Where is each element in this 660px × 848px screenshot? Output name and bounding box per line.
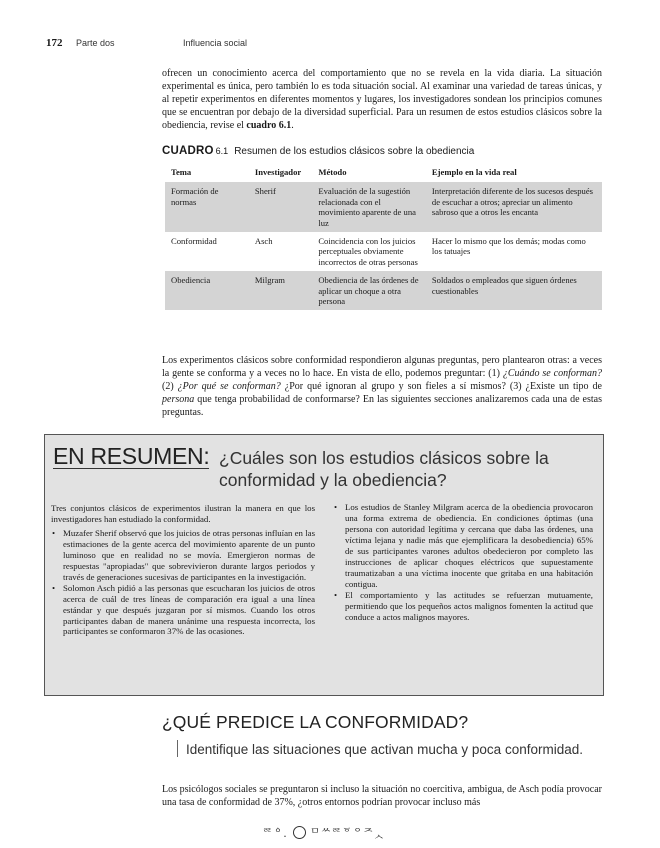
table-number: 6.1 (215, 146, 229, 156)
page-number: 172 (46, 37, 63, 49)
page-header (46, 37, 626, 51)
section-body: Los psicólogos sociales se preguntaron si incluso la situación no coercitiva, ambigua, de Asch podía provocar una tasa de conformidad de 37%, ¿otros entornos podrían provocar incluso más (162, 784, 602, 809)
table-caption (162, 145, 474, 157)
summary-intro: Tres conjuntos clásicos de experimentos ilustran la manera en que los investigadores han estudiado la conformidad. (51, 503, 315, 524)
column-header: Método (312, 165, 426, 182)
table-cell: Interpretación diferente de los sucesos después de escuchar a otros; apreciar un alimento sabroso que a otros les encanta (426, 182, 602, 232)
objective-rule (177, 740, 178, 757)
column-header: Tema (165, 165, 249, 182)
table-reference: cuadro 6.1 (246, 120, 292, 132)
table-cell: Soldados o empleados que siguen órdenes cuestionables (426, 271, 602, 310)
table-cell: Asch (249, 232, 312, 271)
summary-label-underline (53, 468, 209, 469)
footer-left-glyphs: ᄙᅌ. (262, 827, 287, 840)
table-cell: Milgram (249, 271, 312, 310)
table-row (165, 271, 602, 310)
footer-right-glyphs: ᄆᅠᄊᄙᅙᄋᄌᆺ (309, 827, 385, 840)
list-item: • Muzafer Sherif observó que los juicios de otras personas influían en las estimaciones de la gente acerca del movimiento aparente de un punto luminoso que en realidad no se movía. Emergieron normas de respuestas "apropiadas" que sobrevivieron durante largos periodos y través de generaciones sucesivas de participantes en la investigación. (51, 528, 315, 583)
table-cell: Coincidencia con los juicios perceptuales obviamente incorrectos de otras personas (312, 232, 426, 271)
summary-question: ¿Cuáles son los estudios clásicos sobre la conformidad y la obediencia? (219, 448, 549, 490)
page-footer (262, 825, 412, 841)
table-cell: Obediencia de las órdenes de aplicar un choque a otra persona (312, 271, 426, 310)
section-heading: ¿QUÉ PREDICE LA CONFORMIDAD? (162, 712, 469, 732)
column-header: Ejemplo en la vida real (426, 165, 602, 182)
summary-table (165, 165, 602, 310)
table-row (165, 232, 602, 271)
table-header-row (165, 165, 602, 182)
summary-right-list (333, 502, 593, 622)
intro-paragraph: ofrecen un conocimiento acerca del comportamiento que no se revela en la vida diaria. La situación experimental es única, pero también lo es toda situación social. Al examinar una variedad de tareas únicas, y al repetir experimentos en diferentes momentos y lugares, los investigadores sondean los principios comunes que se encuentran por debajo de la diversidad superficial. Para un resumen de estos estudios clásicos sobre la obediencia, revise el cuadro 6.1. (162, 68, 602, 132)
circle-icon (293, 826, 306, 839)
table-cell: Conformidad (165, 232, 249, 271)
table-cell: Sherif (249, 182, 312, 232)
list-item: • Solomon Asch pidió a las personas que escucharan los juicios de otros acerca de cuál de tres líneas de comparación era igual a una línea estándar y que después juzgaran por sí mismos. Cuando los otros participantes daban de manera unánime una respuesta incorrecta, los participantes se conformaron 37% de las ocasiones. (51, 583, 315, 638)
summary-right-column (333, 502, 593, 622)
part-label: Parte dos (76, 38, 115, 48)
table-cell: Evaluación de la sugestión relacionada con el movimiento aparente de una luz (312, 182, 426, 232)
summary-label: EN RESUMEN: (53, 443, 210, 469)
column-header: Investigador (249, 165, 312, 182)
table-cell: Hacer lo mismo que los demás; modas como los tatuajes (426, 232, 602, 271)
table-row (165, 182, 602, 232)
table-title: Resumen de los estudios clásicos sobre la obediencia (234, 146, 475, 157)
table-cell: Obediencia (165, 271, 249, 310)
table-cell: Formación de normas (165, 182, 249, 232)
section-label: Influencia social (183, 38, 248, 48)
table-label: CUADRO (162, 145, 214, 157)
learning-objective: Identifique las situaciones que activan mucha y poca conformidad. (186, 742, 583, 757)
summary-box (44, 434, 604, 696)
list-item: • El comportamiento y las actitudes se refuerzan mutuamente, permitiendo que los pequeños actos malignos fomenten la actitud que conduce a actos malignos mayores. (333, 590, 593, 623)
summary-left-list (51, 528, 315, 638)
summary-left-column (51, 503, 315, 637)
list-item: • Los estudios de Stanley Milgram acerca de la obediencia provocaron una forma extrema de obediencia. En condiciones óptimas (una persona con autoridad legítima y cercana que daba las órdenes, una víctima lejana y nadie más que ejemplificara la desobediencia) 65% de sus participantes varones adultos obedecieron por completo las instrucciones de aplicar choques eléctricos que supuestamente traumatizaban a una víctima inocente que gritaba en una habitación contigua. (333, 502, 593, 590)
body-paragraph: Los experimentos clásicos sobre conformidad respondieron algunas preguntas, pero plantearon otras: a veces la gente se conforma y a veces no lo hace. En vista de ello, podemos preguntar: (1) ¿Cuándo se conforman? (2) ¿Por qué se conforman? ¿Por qué ignoran al grupo y son fieles a sí mismos? (3) ¿Existe un tipo de persona que tenga probabilidad de conformarse? En las siguientes secciones analizaremos cada una de estas preguntas. (162, 355, 602, 419)
